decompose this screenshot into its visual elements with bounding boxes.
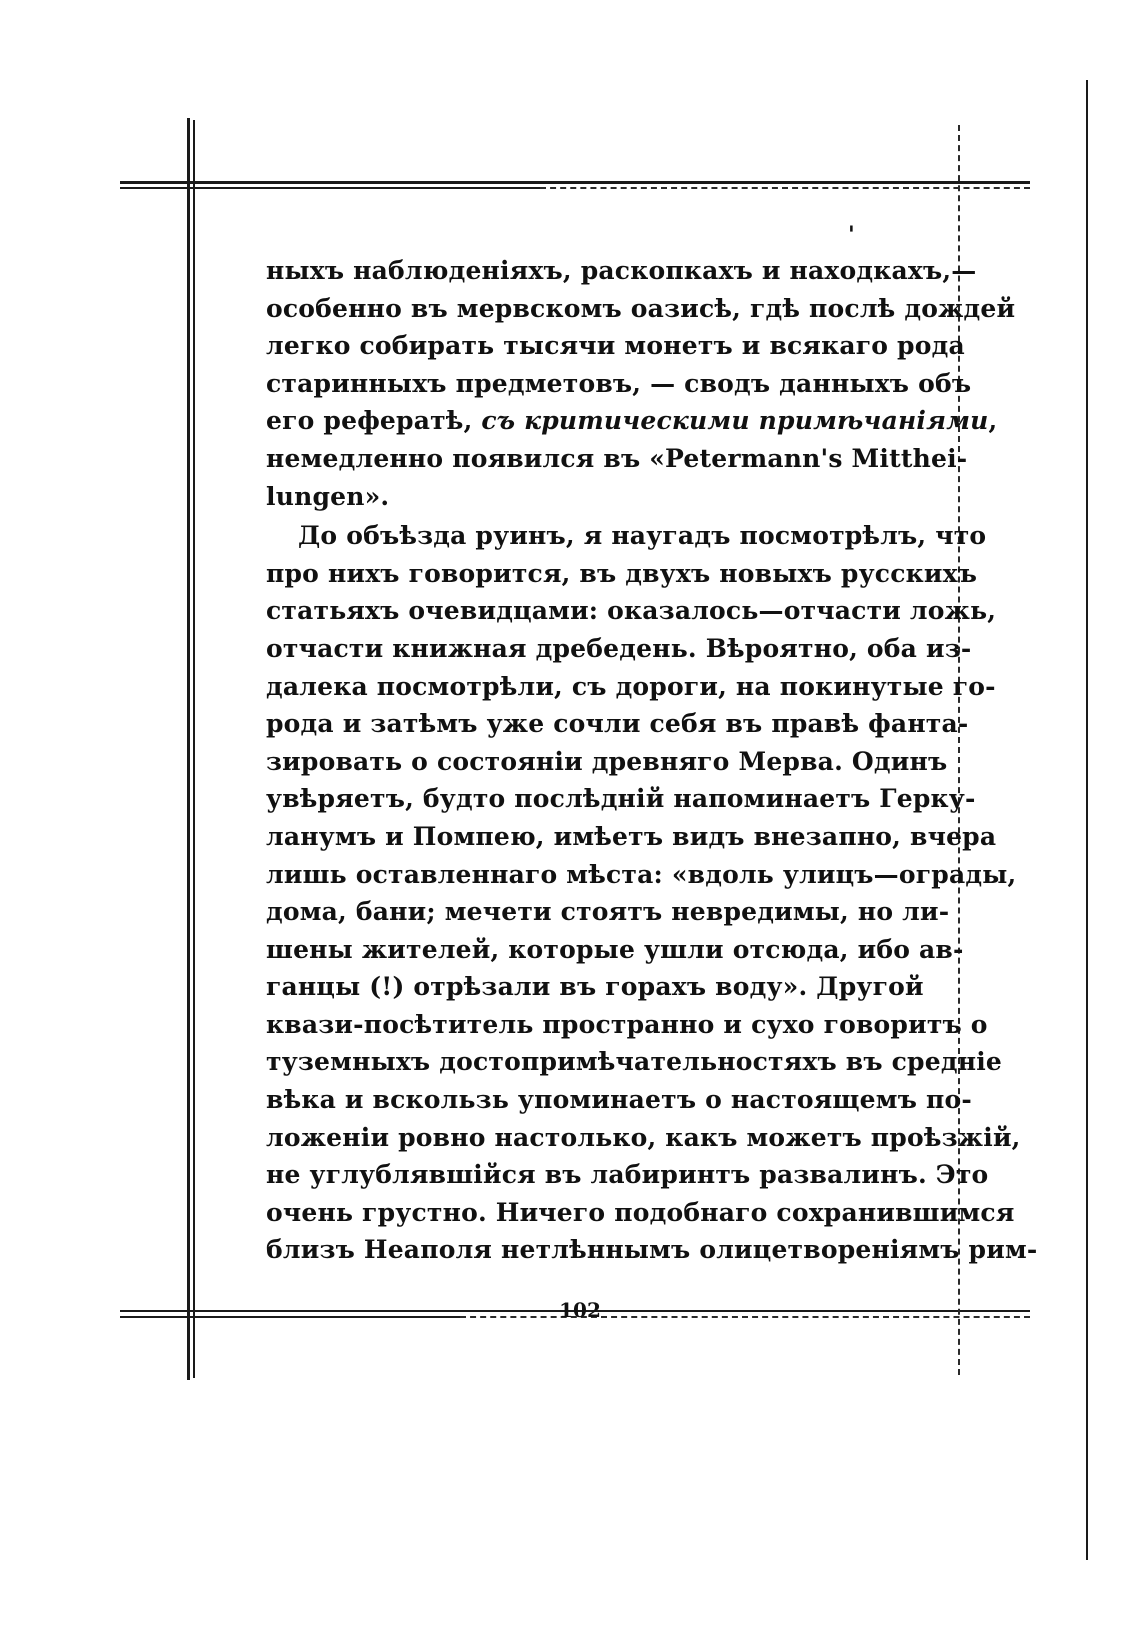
stray-mark: ': [848, 222, 855, 248]
text-line: близъ Неаполя нетлѣннымъ олицетвореніямъ рим-: [266, 1235, 1038, 1265]
text-line: ганцы (!) отрѣзали въ горахъ воду». Другой: [266, 972, 924, 1002]
text-segment: его рефератѣ,: [266, 406, 482, 436]
text-line: отчасти книжная дребедень. Вѣроятно, оба из-: [266, 633, 972, 663]
text-line: ложеніи ровно настолько, какъ можетъ проѣзжій,: [266, 1122, 1021, 1152]
paragraph-1: [266, 252, 1016, 515]
text-line: ланумъ и Помпею, имѣетъ видъ внезапно, вчера: [266, 821, 997, 851]
text-line: старинныхъ предметовъ, — сводъ данныхъ объ: [266, 368, 972, 398]
top-frame-dashed: [540, 187, 1030, 189]
page-number: 102: [559, 1298, 601, 1322]
text-line: шены жителей, которые ушли отсюда, ибо ав-: [266, 934, 964, 964]
text-line: вѣка и вскользь упоминаетъ о настоящемъ по-: [266, 1085, 972, 1115]
text-line: туземныхъ достопримѣчательностяхъ въ среднiе: [266, 1047, 1003, 1077]
text-line: про нихъ говорится, въ двухъ новыхъ русскихъ: [266, 558, 978, 588]
top-frame-line-2: [120, 187, 540, 189]
text-line: До объѣзда руинъ, я наугадъ посмотрѣлъ, что: [298, 521, 987, 551]
text-line: дома, бани; мечети стоятъ невредимы, но ли-: [266, 897, 950, 927]
text-line: зировать о состояніи древняго Мерва. Одинъ: [266, 746, 948, 776]
top-frame-line: [120, 181, 1030, 184]
text-line: далека посмотрѣли, съ дороги, на покинутые го-: [266, 671, 996, 701]
text-line: лишь оставленнаго мѣста: «вдоль улицъ—ограды,: [266, 859, 1017, 889]
text-line: увѣряетъ, будто послѣдній напоминаетъ Герку-: [266, 784, 976, 814]
text-line: немедленно появился въ «Petermann's Mitthei-: [266, 443, 968, 473]
text-line: статьяхъ очевидцами: оказалось—отчасти ложь,: [266, 596, 997, 626]
page-text: [266, 252, 1038, 1269]
text-line: lungen».: [266, 481, 390, 511]
text-line: очень грустно. Ничего подобнаго сохранившимся: [266, 1197, 1015, 1227]
right-edge-line: [1086, 80, 1088, 1560]
left-frame-line-outer: [187, 118, 190, 1380]
text-line: ныхъ наблюденіяхъ, раскопкахъ и находкахъ,—: [266, 256, 977, 285]
left-frame-line-inner: [193, 120, 195, 1378]
text-line: особенно въ мервскомъ оазисѣ, гдѣ послѣ дождей: [266, 293, 1016, 323]
text-line: квази-посѣтитель пространно и сухо говоритъ о: [266, 1009, 988, 1039]
text-line: рода и затѣмъ уже сочли себя въ правѣ фанта-: [266, 709, 969, 739]
text-line-with-italic: [266, 402, 998, 440]
text-line: легко собирать тысячи монетъ и всякаго рода: [266, 331, 965, 361]
text-line: не углублявшійся въ лабиринтъ развалинъ. Это: [266, 1160, 989, 1190]
text-segment: ,: [988, 406, 998, 436]
paragraph-2: [266, 517, 1038, 1269]
italic-segment: съ критическими примѣчаніями: [481, 406, 989, 436]
